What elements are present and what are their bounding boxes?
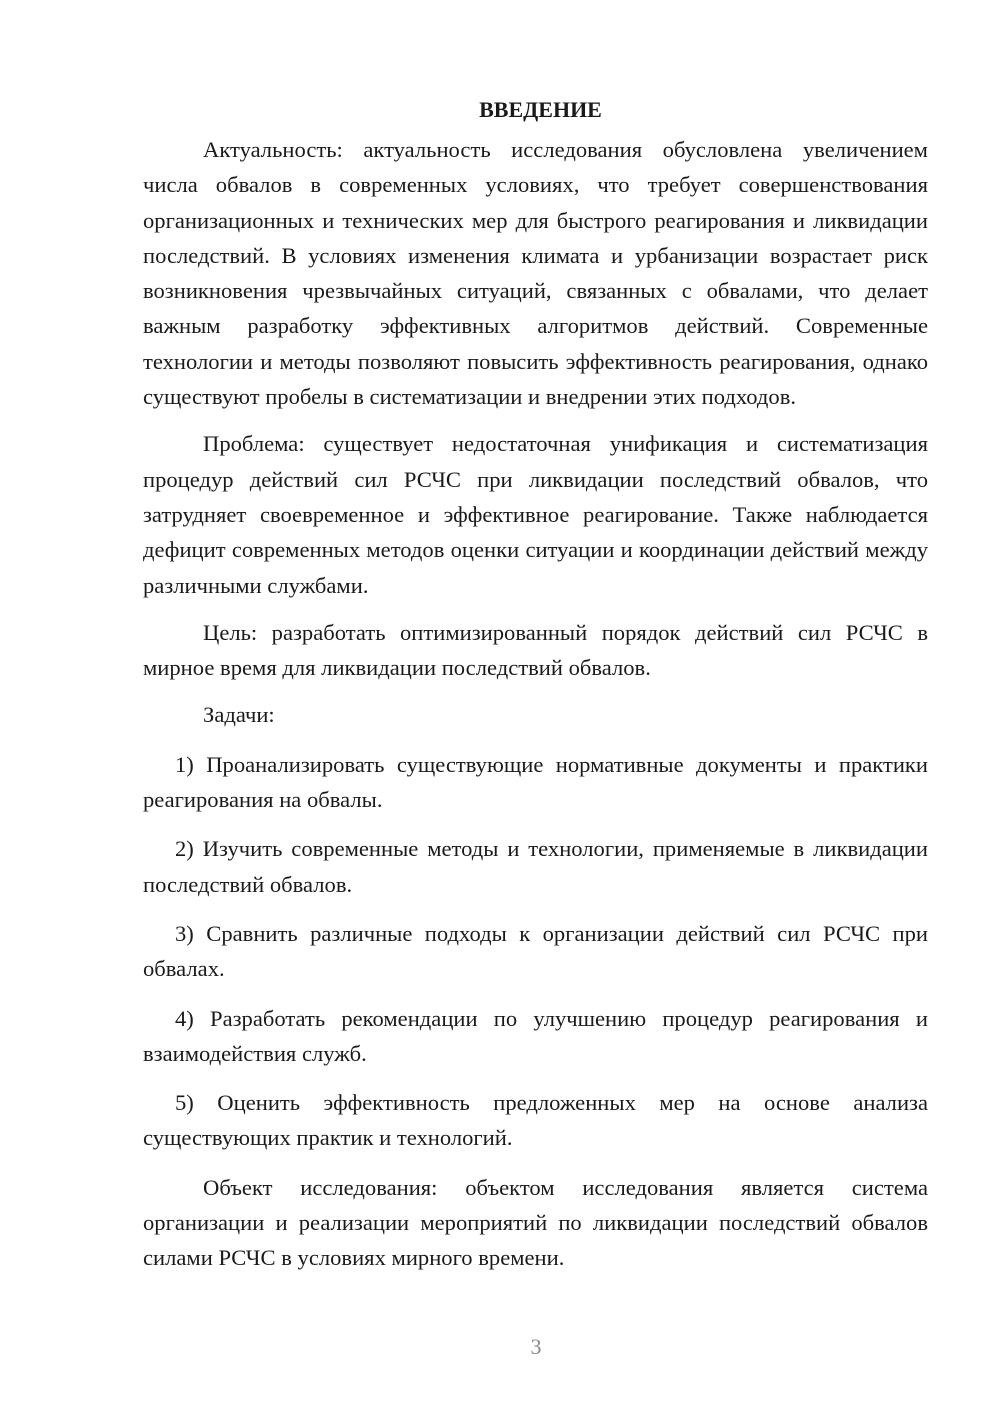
task-item: 2) Изучить современные методы и технологии, применяемые в ликвидации последствий обвалов. — [143, 836, 928, 897]
paragraph-object: Объект исследования: объектом исследования является система организации и реализации мероприятий по ликвидации последствий обвалов силами РСЧС в условиях мирного времени. — [143, 1174, 928, 1271]
section-title: ВВЕДЕНИЕ — [479, 97, 602, 122]
paragraph-relevance: Актуальность: актуальность исследования обусловлена увеличением числа обвалов в современных условиях, что требует совершенствования организационных и технических мер для быстрого реагирования и ликвидации последствий. В условиях изменения климата и урбанизации возрастает риск возникновения чрезвычайных ситуаций, связанных с обвалами, что делает важным разработку эффективных алгоритмов действий. Современные технологии и методы позволяют повысить эффективность реагирования, однако существуют пробелы в систематизации и внедрении этих подходов. — [143, 137, 928, 410]
task-item: 3) Сравнить различные подходы к организации действий сил РСЧС при обвалах. — [143, 920, 928, 982]
task-item: 1) Проанализировать существующие нормативные документы и практики реагирования на обвалы. — [143, 751, 928, 813]
page-number: 3 — [530, 1334, 542, 1359]
paragraph-goal: Цель: разработать оптимизированный порядок действий сил РСЧС в мирное время для ликвидации последствий обвалов. — [143, 619, 928, 681]
task-item: 5) Оценить эффективность предложенных мер на основе анализа существующих практик и технологий. — [143, 1090, 928, 1151]
tasks-list — [143, 747, 928, 1156]
tasks-heading: Задачи: — [203, 702, 275, 728]
paragraph-problem: Проблема: существует недостаточная унификация и систематизация процедур действий сил РСЧС при ликвидации последствий обвалов, что затрудняет своевременное и эффективное реагирование. Также наблюдается дефицит современных методов оценки ситуации и координации действий между различными службами. — [143, 431, 928, 598]
task-item: 4) Разработать рекомендации по улучшению процедур реагирования и взаимодействия служб. — [143, 1005, 928, 1066]
document-page — [143, 92, 928, 1276]
